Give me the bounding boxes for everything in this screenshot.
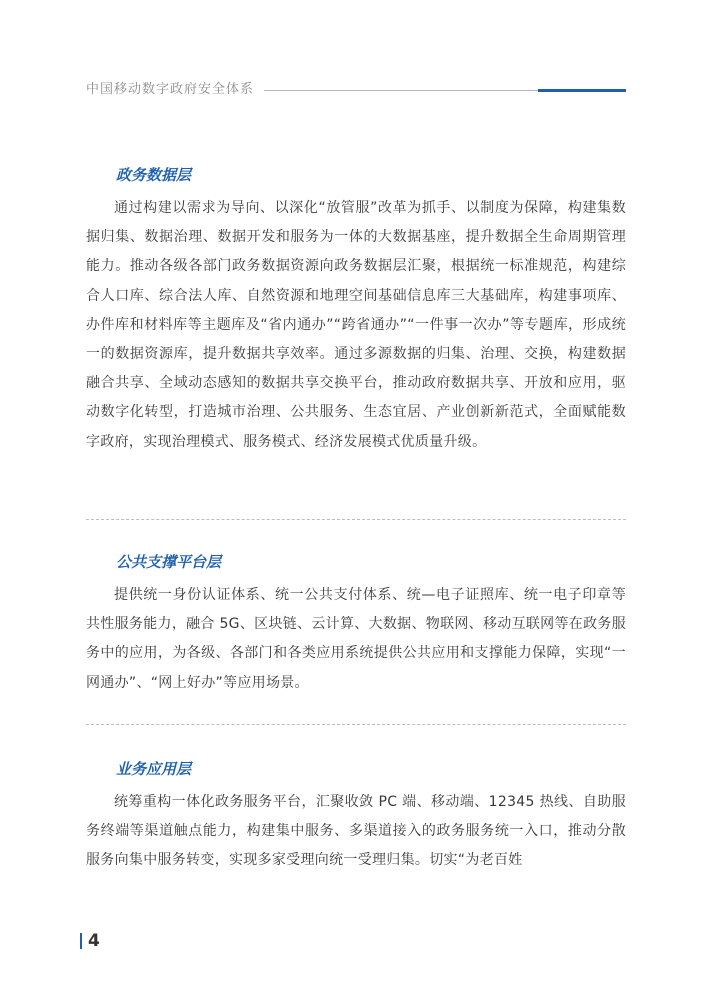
page-number (80, 930, 100, 952)
page-number-text: 4 (88, 931, 100, 951)
header-title: 中国移动数字政府安全体系 (86, 82, 255, 97)
section-government-data (86, 165, 626, 457)
section-divider (86, 724, 626, 725)
section-body: 提供统一身份认证体系、统一公共支付体系、统—电子证照库、统一电子印章等共性服务能力，融合 5G、区块链、云计算、大数据、物联网、移动互联网等在政务服务中的应用，为各级、各部门和各类应用系统提供公共应用和支撑能力保障，实现“一网通办”、“网上好办”等应用场景。 (86, 587, 626, 691)
section-title: 公共支撑平台层 (116, 553, 222, 571)
section-business-application (86, 759, 626, 876)
running-header (86, 80, 626, 102)
header-accent-bar (538, 89, 626, 92)
section-body: 通过构建以需求为导向、以深化“放管服”改革为抓手、以制度为保障，构建集数据归集、数据治理、数据开发和服务为一体的大数据基座，提升数据全生命周期管理能力。推动各级各部门政务数据资源向政务数据层汇聚，根据统一标准规范，构建综合人口库、综合法人库、自然资源和地理空间基础信息库三大基础库，构建事项库、办件库和材料库等主题库及“省内通办”“跨省通办”“一件事一次办”等专题库，形成统一的数据资源库，提升数据共享效率。通过多源数据的归集、治理、交换，构建数据融合共享、全域动态感知的数据共享交换平台，推动政府数据共享、开放和应用，驱动数字化转型，打造城市治理、公共服务、生态宜居、产业创新新范式，全面赋能数字政府，实现治理模式、服务模式、经济发展模式优质量升级。 (86, 200, 626, 450)
section-body: 统筹重构一体化政务服务平台，汇聚收敛 PC 端、移动端、12345 热线、自助服务终端等渠道触点能力，构建集中服务、多渠道接入的政务服务统一入口，推动分散服务向集中服务转变，实现多家受理向统一受理归集。切实“为老百姓 (86, 794, 626, 869)
section-title: 政务数据层 (116, 166, 192, 184)
page-number-bar (80, 933, 82, 949)
section-title: 业务应用层 (116, 760, 192, 778)
section-public-support-platform (86, 552, 626, 698)
section-divider (86, 519, 626, 520)
